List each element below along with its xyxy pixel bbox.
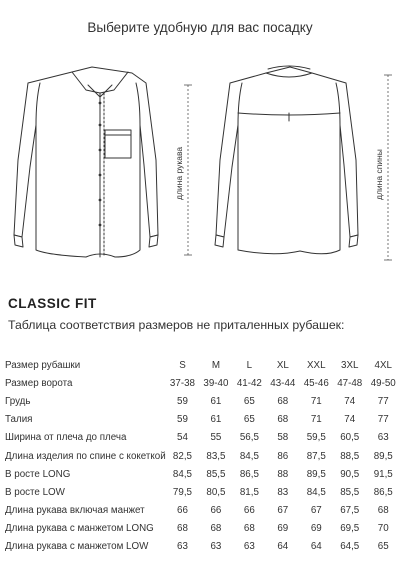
table-corner-label: Размер рубашки [5,359,81,371]
table-cell: 77 [377,414,389,426]
table-cell: 83,5 [206,450,226,462]
table-cell: 47-48 [337,377,363,389]
table-row [5,538,400,556]
table-cell: 55 [210,432,222,444]
table-cell: 67 [277,505,289,517]
table-row [5,465,400,483]
row-label: Ширина от плеча до плеча [5,432,127,444]
size-table [5,356,400,556]
shirt-diagrams [0,55,400,270]
table-cell: 84,5 [239,450,259,462]
table-cell: 88,5 [340,450,360,462]
table-cell: 68 [377,505,389,517]
table-cell: 69 [310,523,322,535]
size-header: L [246,359,253,371]
table-cell: 66 [210,505,222,517]
sleeve-length-label: длина рукава [174,146,184,200]
table-cell: 86,5 [373,486,393,498]
table-cell: 58 [277,432,289,444]
back-shirt-illustration [215,66,358,254]
table-cell: 39-40 [203,377,229,389]
fit-heading: CLASSIC FIT [8,296,97,311]
table-cell: 88 [277,468,289,480]
table-cell: 37-38 [169,377,195,389]
size-header: 3XL [341,359,359,371]
row-label: Длина изделия по спине с кокеткой [5,450,166,462]
table-cell: 71 [310,414,322,426]
table-cell: 85,5 [340,486,360,498]
size-header: S [179,359,186,371]
table-cell: 68 [243,523,255,535]
table-cell: 67 [310,505,322,517]
table-row [5,447,400,465]
table-cell: 63 [177,541,188,553]
row-label: Длина рукава включая манжет [5,505,145,517]
table-cell: 69,5 [340,523,360,535]
table-cell: 66 [243,505,255,517]
table-cell: 83 [277,486,289,498]
table-cell: 49-50 [370,377,396,389]
front-shirt-illustration [14,67,158,257]
table-cell: 84,5 [306,486,326,498]
table-cell: 61 [210,414,222,426]
table-cell: 45-46 [303,377,329,389]
row-label: Длина рукава с манжетом LONG [5,523,154,535]
row-label: Размер ворота [5,377,73,389]
table-cell: 65 [377,541,389,553]
table-cell: 63 [210,541,222,553]
table-cell: 54 [177,432,188,444]
table-cell: 61 [210,395,222,407]
size-header: XXL [307,359,326,371]
table-cell: 70 [377,523,389,535]
table-row [5,411,400,429]
table-cell: 63 [377,432,389,444]
table-row [5,374,400,392]
table-cell: 79,5 [172,486,192,498]
table-cell: 71 [310,395,322,407]
table-cell: 81,5 [239,486,259,498]
table-cell: 85,5 [206,468,226,480]
table-cell: 90,5 [340,468,360,480]
size-header: M [211,359,220,371]
row-label: В росте LOW [5,486,65,498]
table-cell: 74 [344,414,356,426]
table-row [5,483,400,501]
table-cell: 41-42 [236,377,262,389]
table-cell: 64 [277,541,289,553]
table-cell: 56,5 [239,432,259,444]
page-title: Выберите удобную для вас посадку [87,20,313,35]
table-cell: 60,5 [340,432,360,444]
table-cell: 68 [277,414,289,426]
table-cell: 91,5 [373,468,393,480]
table-cell: 82,5 [172,450,192,462]
table-cell: 89,5 [373,450,393,462]
table-cell: 66 [177,505,188,517]
table-cell: 59 [177,414,188,426]
table-cell: 86 [277,450,289,462]
row-label: Грудь [5,395,31,407]
table-cell: 65 [243,414,255,426]
table-header-row [5,356,400,374]
table-cell: 68 [210,523,222,535]
table-cell: 84,5 [172,468,192,480]
table-cell: 68 [177,523,188,535]
table-cell: 80,5 [206,486,226,498]
table-cell: 63 [243,541,255,553]
table-cell: 86,5 [239,468,259,480]
table-cell: 64,5 [340,541,360,553]
table-cell: 87,5 [306,450,326,462]
table-cell: 43-44 [270,377,296,389]
table-row [5,392,400,410]
table-cell: 74 [344,395,356,407]
row-label: Талия [5,414,33,426]
table-cell: 69 [277,523,289,535]
table-cell: 67,5 [340,505,360,517]
table-cell: 77 [377,395,389,407]
table-description: Таблица соответствия размеров не приталенных рубашек: [8,318,345,332]
table-row [5,502,400,520]
table-row [5,520,400,538]
size-header: XL [276,359,289,371]
size-header: 4XL [374,359,392,371]
table-cell: 89,5 [306,468,326,480]
table-cell: 59,5 [306,432,326,444]
back-length-label: длина спины [374,149,384,200]
table-cell: 59 [177,395,188,407]
row-label: Длина рукава с манжетом LOW [5,541,149,553]
table-cell: 68 [277,395,289,407]
table-row [5,429,400,447]
table-cell: 64 [310,541,322,553]
row-label: В росте LONG [5,468,71,480]
table-cell: 65 [243,395,255,407]
